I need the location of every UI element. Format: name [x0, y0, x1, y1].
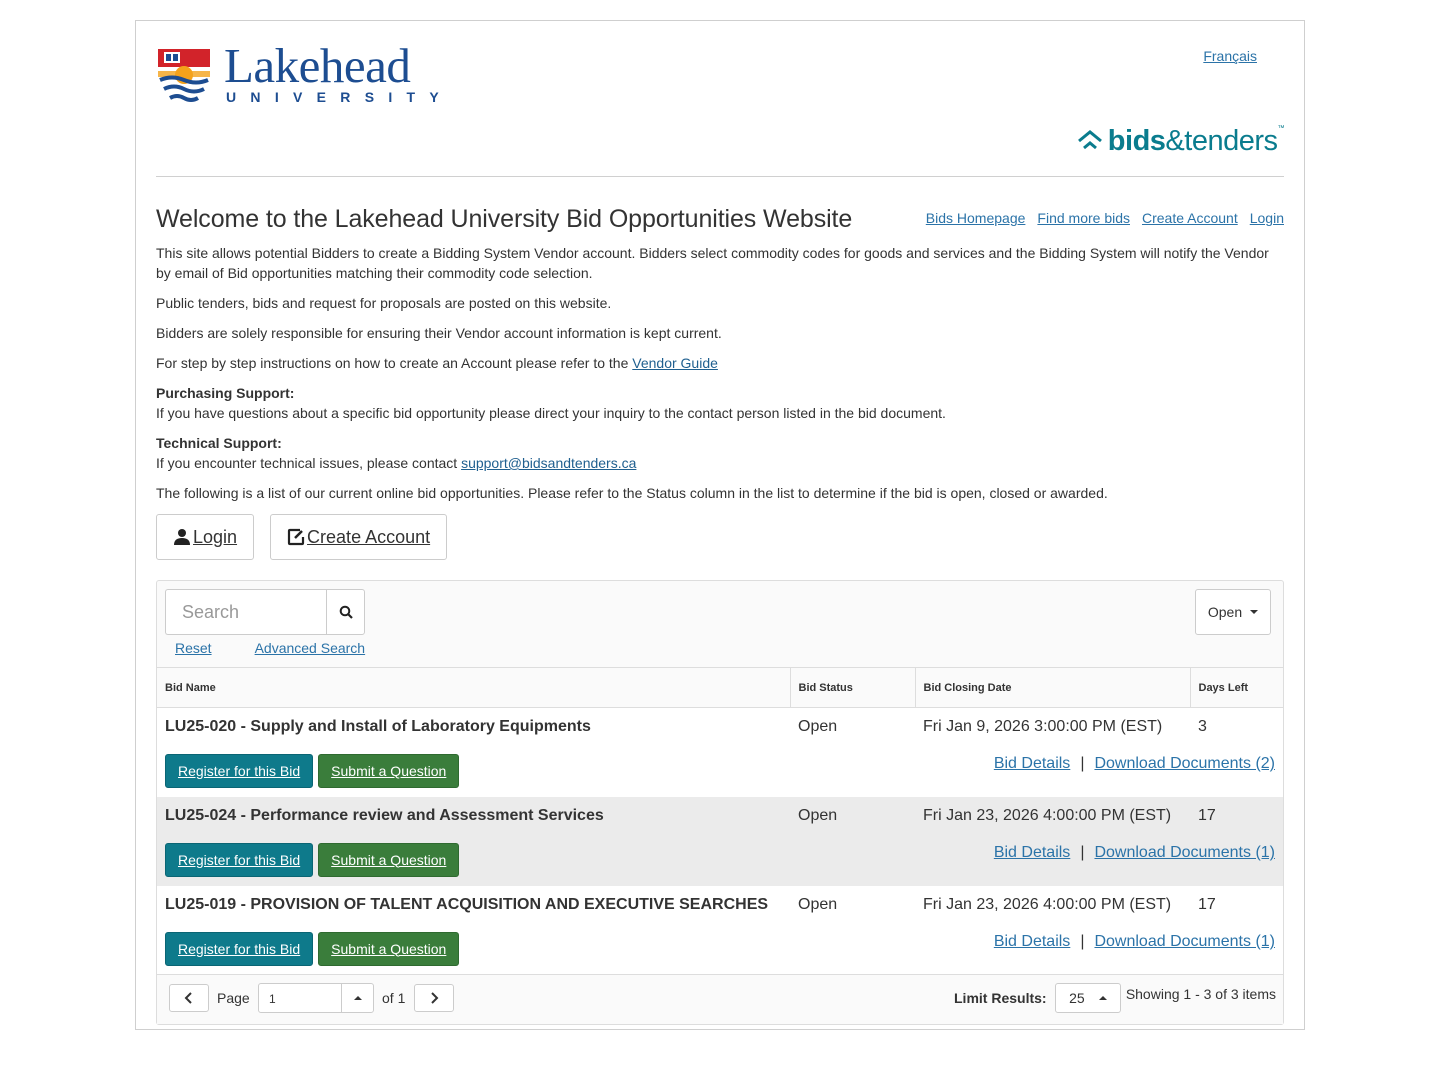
register-bid-button[interactable]: Register for this Bid [165, 754, 313, 788]
bid-name-cell [157, 886, 790, 975]
page-title: Welcome to the Lakehead University Bid Opportunities Website [156, 205, 853, 233]
download-documents-link[interactable]: Download Documents (2) [1094, 755, 1275, 772]
days-left-cell: 17 [1190, 797, 1283, 886]
download-documents-link[interactable]: Download Documents (1) [1094, 844, 1275, 861]
language-link[interactable]: Français [1203, 48, 1257, 64]
bid-status-cell: Open [798, 718, 838, 735]
bid-actions [165, 932, 782, 966]
bid-status-cell: Open [790, 797, 915, 886]
limit-results-dropdown[interactable] [1055, 983, 1121, 1013]
support-email-link[interactable]: support@bidsandtenders.ca [461, 455, 637, 471]
previous-page-button[interactable] [169, 984, 209, 1012]
edit-icon [287, 528, 305, 546]
page-stepper[interactable] [341, 984, 373, 1012]
bid-status-cell: Open [798, 895, 838, 913]
caret-up-icon [1099, 996, 1107, 1000]
showing-count: Showing 1 - 3 of 3 items [1125, 986, 1276, 1002]
intro-content [156, 243, 1284, 513]
chevron-right-icon [429, 992, 439, 1004]
search-group [165, 589, 365, 635]
days-left-cell: 17 [1198, 895, 1216, 913]
purchasing-heading: Purchasing Support: [156, 385, 295, 401]
caret-up-icon [354, 996, 362, 1000]
list-intro: The following is a list of our current online bid opportunities. Please refer to the Status column in the list to determine if the bid is open, closed or awarded. [156, 485, 1108, 501]
submit-question-button[interactable]: Submit a Question [318, 932, 459, 966]
page-frame [135, 20, 1305, 1030]
header-divider [156, 176, 1284, 177]
closing-date-cell: Fri Jan 23, 2026 4:00:00 PM (EST) [915, 797, 1190, 886]
row-links [994, 844, 1275, 862]
bt-wordmark: bids&tenders™ [1107, 124, 1284, 157]
limit-results-label: Limit Results: [954, 990, 1047, 1006]
submit-question-button[interactable]: Submit a Question [318, 843, 459, 877]
create-account-button[interactable]: Create Account [270, 514, 447, 560]
header-bid-name[interactable]: Bid Name [157, 668, 790, 708]
bids-and-tenders-logo[interactable] [1076, 125, 1284, 157]
caret-down-icon [1250, 610, 1258, 614]
link-separator: | [1080, 933, 1085, 950]
bid-name-cell [157, 797, 790, 886]
status-filter-value: Open [1207, 604, 1243, 620]
advanced-search-link[interactable]: Advanced Search [254, 640, 366, 656]
next-page-button[interactable] [414, 984, 454, 1012]
nav-find-more-bids[interactable]: Find more bids [1037, 210, 1130, 226]
intro-paragraph-4: For step by step instructions on how to create an Account please refer to the Vendor Guide [156, 355, 718, 371]
download-documents-link[interactable]: Download Documents (1) [1094, 933, 1275, 950]
top-nav [926, 210, 1284, 226]
technical-support: Technical Support: If you encounter technical issues, please contact support@bidsandtenders.ca [156, 435, 637, 471]
table-row [157, 797, 1283, 886]
search-input[interactable] [165, 589, 326, 635]
closing-date-cell: Fri Jan 9, 2026 3:00:00 PM (EST) [923, 718, 1163, 735]
days-left-cell: 3 [1198, 718, 1207, 735]
account-actions [156, 514, 447, 560]
row-links [994, 755, 1275, 773]
intro-paragraph-3: Bidders are solely responsible for ensuring their Vendor account information is kept current. [156, 325, 722, 341]
search-button[interactable] [326, 589, 365, 635]
bid-details-link[interactable]: Bid Details [993, 755, 1071, 772]
intro-paragraph-1: This site allows potential Bidders to create a Bidding System Vendor account. Bidders select commodity codes for goods and services and the Bidding System will notify the Vendor by email of Bid opportunities matching their commodity code selection. [156, 245, 1269, 281]
status-filter-dropdown[interactable] [1195, 589, 1271, 635]
page-total: of 1 [382, 990, 406, 1006]
chevron-up-icon [1076, 129, 1104, 153]
limit-results-value: 25 [1069, 990, 1085, 1006]
bids-table [157, 667, 1283, 975]
row-links [994, 933, 1275, 951]
table-header-row [157, 668, 1283, 708]
table-row [157, 708, 1283, 797]
bid-title: LU25-019 - PROVISION OF TALENT ACQUISITION AND EXECUTIVE SEARCHES [165, 895, 769, 913]
header-days-left[interactable]: Days Left [1190, 668, 1283, 708]
bid-title: LU25-020 - Supply and Install of Laboratory Equipments [165, 718, 591, 735]
brand-name: Lakehead [224, 38, 411, 93]
bid-details-link[interactable]: Bid Details [993, 844, 1071, 861]
university-shield-icon [156, 47, 212, 107]
table-row [157, 886, 1283, 975]
bid-actions [165, 843, 782, 877]
filter-links [175, 640, 365, 656]
page-number-input[interactable] [258, 983, 374, 1013]
page-number-value: 1 [269, 992, 276, 1006]
search-icon [339, 605, 353, 619]
brand-subtitle: UNIVERSITY [226, 89, 454, 105]
user-icon [173, 528, 191, 546]
chevron-left-icon [184, 992, 194, 1004]
reset-link[interactable]: Reset [175, 640, 212, 656]
technical-heading: Technical Support: [156, 435, 282, 451]
bid-details-link[interactable]: Bid Details [993, 933, 1071, 950]
nav-bids-homepage[interactable]: Bids Homepage [925, 210, 1026, 226]
bid-name-cell [157, 708, 790, 797]
register-bid-button[interactable]: Register for this Bid [165, 843, 313, 877]
header-bid-status[interactable]: Bid Status [790, 668, 915, 708]
link-separator: | [1080, 755, 1085, 772]
submit-question-button[interactable]: Submit a Question [318, 754, 459, 788]
vendor-guide-link[interactable]: Vendor Guide [632, 355, 718, 371]
link-separator: | [1080, 844, 1085, 861]
nav-create-account[interactable]: Create Account [1142, 210, 1238, 226]
page-label: Page [217, 990, 250, 1006]
closing-date-cell: Fri Jan 23, 2026 4:00:00 PM (EST) [923, 895, 1172, 913]
register-bid-button[interactable]: Register for this Bid [165, 932, 313, 966]
pager [157, 974, 1283, 1024]
purchasing-support: Purchasing Support: If you have questions about a specific bid opportunity please direct your inquiry to the contact person listed in the bid document. [156, 385, 946, 421]
intro-paragraph-2: Public tenders, bids and request for proposals are posted on this website. [156, 295, 612, 311]
university-logo[interactable] [156, 38, 454, 107]
nav-login[interactable]: Login [1249, 210, 1284, 226]
bids-panel [156, 580, 1284, 1025]
header-closing-date[interactable]: Bid Closing Date [915, 668, 1190, 708]
login-button[interactable]: Login [156, 514, 254, 560]
bid-actions [165, 754, 782, 788]
page-inner [156, 21, 1284, 1029]
bid-title: LU25-024 - Performance review and Assessment Services [165, 806, 604, 824]
